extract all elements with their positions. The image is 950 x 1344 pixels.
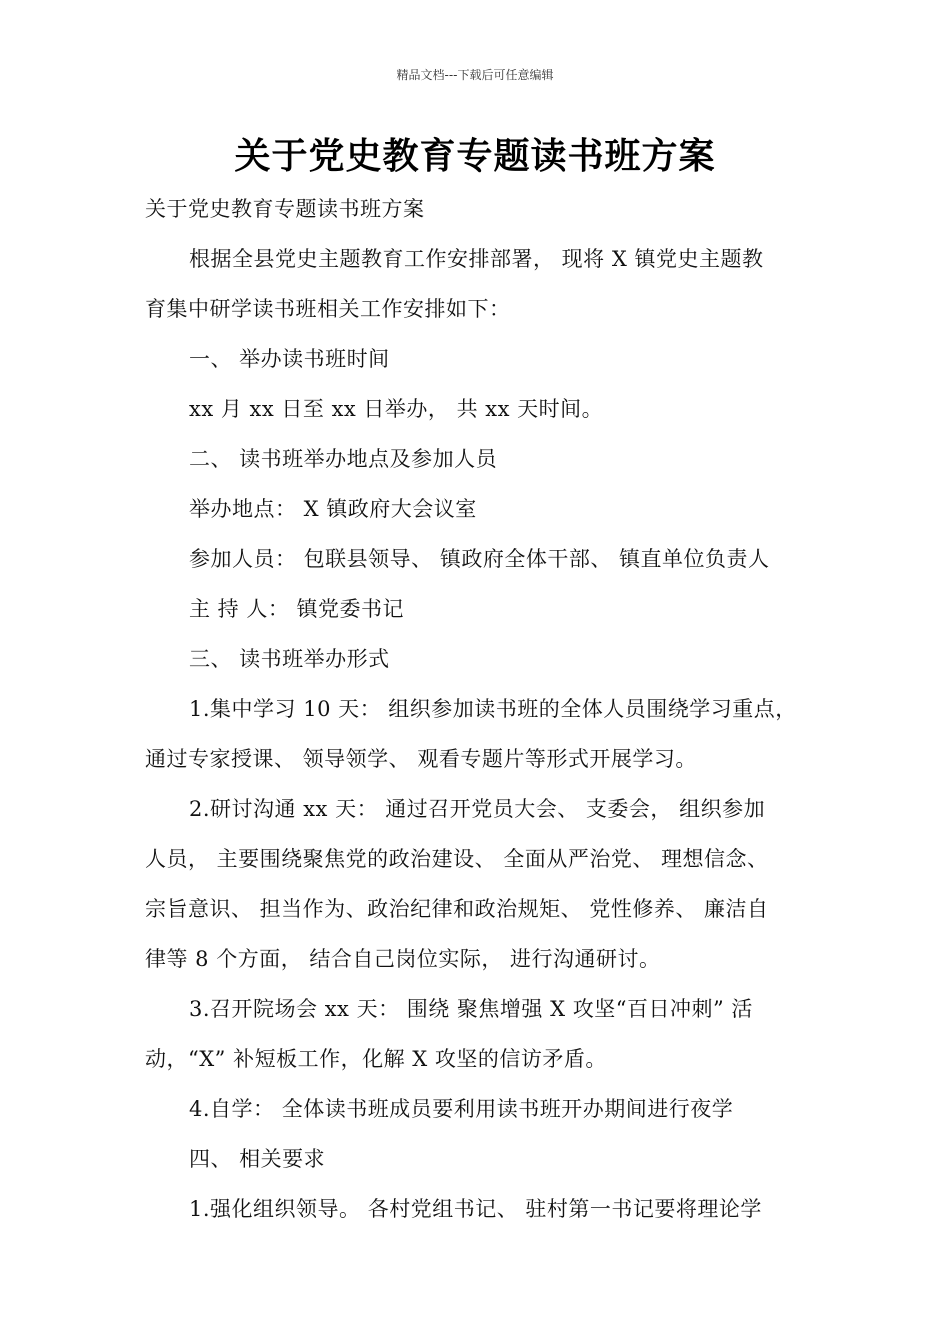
body-line: 人员， 主要围绕聚焦党的政治建设、 全面从严治党、 理想信念、 bbox=[145, 847, 769, 871]
body-line: 关于党史教育专题读书班方案 bbox=[145, 197, 425, 221]
document-body bbox=[145, 184, 825, 1234]
body-line: 二、 读书班举办地点及参加人员 bbox=[189, 447, 498, 471]
body-line: 1.强化组织领导。 各村党组书记、 驻村第一书记要将理论学 bbox=[189, 1197, 762, 1221]
body-line: 动，“X” 补短板工作，化解 X 攻坚的信访矛盾。 bbox=[145, 1047, 607, 1071]
body-line: 律等 8 个方面， 结合自己岗位实际， 进行沟通研讨。 bbox=[145, 947, 661, 971]
body-line: 2.研讨沟通 xx 天： 通过召开党员大会、 支委会， 组织参加 bbox=[189, 797, 766, 821]
body-line: 宗旨意识、 担当作为、政治纪律和政治规矩、 党性修养、 廉洁自 bbox=[145, 897, 769, 921]
header-note: 精品文档---下载后可任意编辑 bbox=[396, 68, 554, 82]
document-title: 关于党史教育专题读书班方案 bbox=[234, 136, 716, 177]
body-line: 一、 举办读书班时间 bbox=[189, 347, 390, 371]
body-line: 育集中研学读书班相关工作安排如下： bbox=[145, 297, 511, 321]
body-line: 3.召开院场会 xx 天： 围绕 聚焦增强 X 攻坚“百日冲刺” 活 bbox=[189, 997, 753, 1021]
body-line: 通过专家授课、 领导领学、 观看专题片等形式开展学习。 bbox=[145, 747, 697, 771]
body-line: 三、 读书班举办形式 bbox=[189, 647, 390, 671]
body-line: 参加人员： 包联县领导、 镇政府全体干部、 镇直单位负责人 bbox=[189, 547, 770, 571]
body-line: xx 月 xx 日至 xx 日举办， 共 xx 天时间。 bbox=[189, 397, 604, 421]
body-line: 主 持 人： 镇党委书记 bbox=[189, 597, 405, 621]
body-line: 举办地点： X 镇政府大会议室 bbox=[189, 497, 477, 521]
body-line: 1.集中学习 10 天： 组织参加读书班的全体人员围绕学习重点， bbox=[189, 697, 797, 721]
body-line: 根据全县党史主题教育工作安排部署， 现将 X 镇党史主题教 bbox=[189, 247, 764, 271]
body-line: 4.自学： 全体读书班成员要利用读书班开办期间进行夜学 bbox=[189, 1097, 734, 1121]
body-line: 四、 相关要求 bbox=[189, 1147, 326, 1171]
